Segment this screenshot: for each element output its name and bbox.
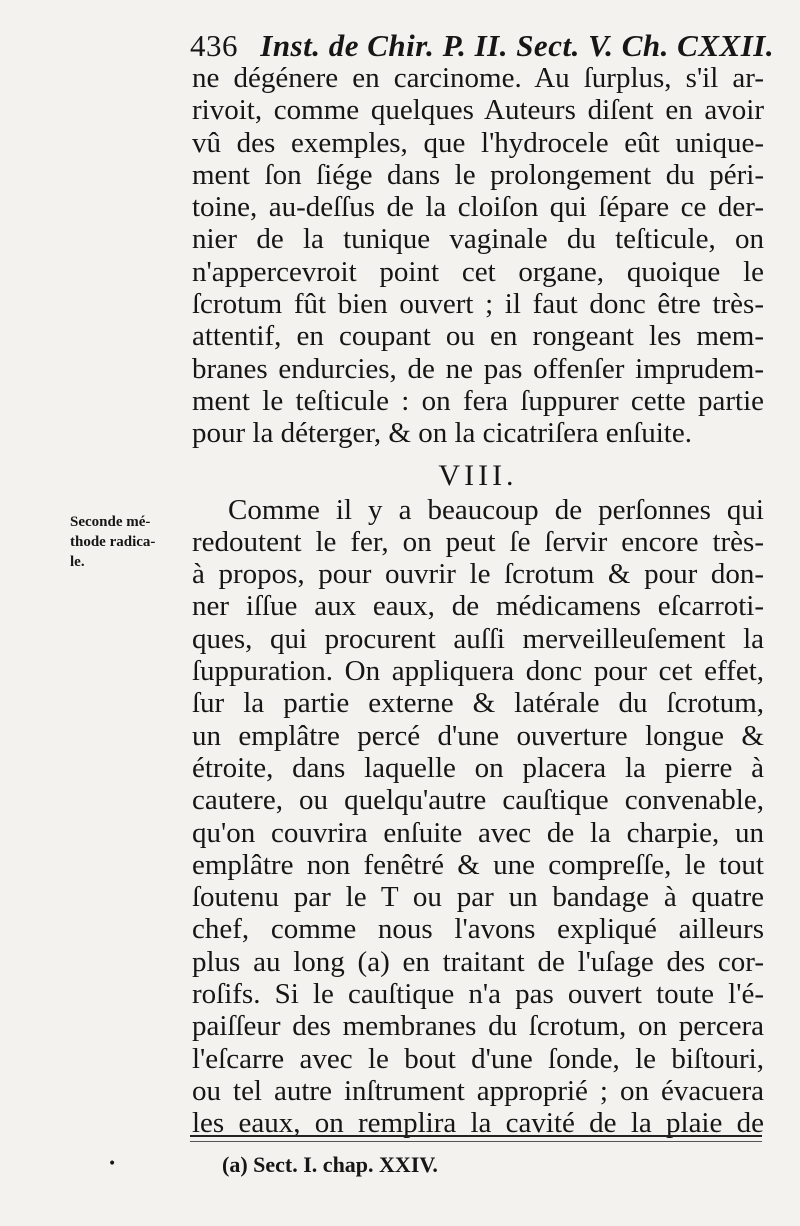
text-line: chef, comme nous l'avons expliqué ailleurs [192,913,764,946]
running-title: Inst. de Chir. P. II. Sect. V. Ch. CXXII. [260,28,775,63]
text-line: roſifs. Si le cauſtique n'a pas ouvert toute l'é- [192,978,764,1011]
margin-note-line: le. [70,554,85,570]
text-line: rivoit, comme quelques Auteurs diſent en avoir [192,94,764,127]
section-heading: VIII. [438,458,518,492]
text-line: qu'on couvrira enſuite avec de la charpie, un [192,816,764,849]
text-line: vû des exemples, que l'hydrocele eût unique- [192,126,764,159]
text-line: paiſſeur des membranes du ſcrotum, on percera [192,1010,764,1043]
text-line: ment le teſticule : on fera ſuppurer cette partie [192,384,764,417]
text-line: redoutent le fer, on peut ſe ſervir encore très- [192,525,764,558]
text-line: ſoutenu par le T ou par un bandage à quatre [192,881,764,914]
text-line: ſur la partie externe & latérale du ſcrotum, [192,687,764,720]
text-line: branes endurcies, de ne pas offenſer imprudem- [192,352,764,385]
margin-note [70,512,192,572]
text-line: ner iſſue aux eaux, de médicamens eſcarroti- [192,590,764,623]
paragraph-1 [192,62,764,450]
text-line: un emplâtre percé d'une ouverture longue & [192,719,764,752]
footnote: (a) Sect. I. chap. XXIV. [222,1152,438,1177]
text-line: pour la déterger, & on la cicatriſera enſuite. [192,417,692,450]
text-line: plus au long (a) en traitant de l'uſage des cor- [192,945,764,978]
page-dot: • [108,1156,117,1172]
text-line: n'appercevroit point cet organe, quoique le [192,255,764,288]
text-line: nier de la tunique vaginale du teſticule, on [192,223,764,256]
text-line: étroite, dans laquelle on placera la pierre à [192,751,764,784]
footnote-rule [190,1135,762,1137]
page-number: 436 [190,28,238,63]
text-line: Comme il y a beaucoup de perſonnes qui [228,493,764,526]
text-line: ſcrotum fût bien ouvert ; il faut donc être très- [192,288,764,321]
text-line: ſuppuration. On appliquera donc pour cet effet, [192,655,764,688]
margin-note-line: thode radica- [70,534,156,550]
text-line: ques, qui procurent auſſi merveilleuſement la [192,622,764,655]
paragraph-2 [192,494,764,1140]
running-header [190,28,775,64]
text-line: emplâtre non fenêtré & une compreſſe, le tout [192,848,764,881]
text-line: cautere, ou quelqu'autre cauſtique convenable, [192,784,764,817]
margin-note-line: Seconde mé- [70,514,151,530]
text-line: ou tel autre inſtrument approprié ; on évacuera [192,1074,764,1107]
text-line: l'eſcarre avec le bout d'une ſonde, le biſtouri, [192,1042,764,1075]
footnote-rule-thin [190,1141,762,1142]
text-line: attentif, en coupant ou en rongeant les mem- [192,320,764,353]
text-line: toine, au-deſſus de la cloiſon qui ſépare ce der- [192,191,764,224]
text-line: à propos, pour ouvrir le ſcrotum & pour don- [192,558,764,591]
text-line: les eaux, on remplira la cavité de la plaie de [192,1107,764,1140]
body-text [192,62,764,1140]
text-line: ment ſon ſiége dans le prolongement du péri- [192,158,764,191]
text-line: ne dégénere en carcinome. Au ſurplus, s'il ar- [192,62,764,94]
